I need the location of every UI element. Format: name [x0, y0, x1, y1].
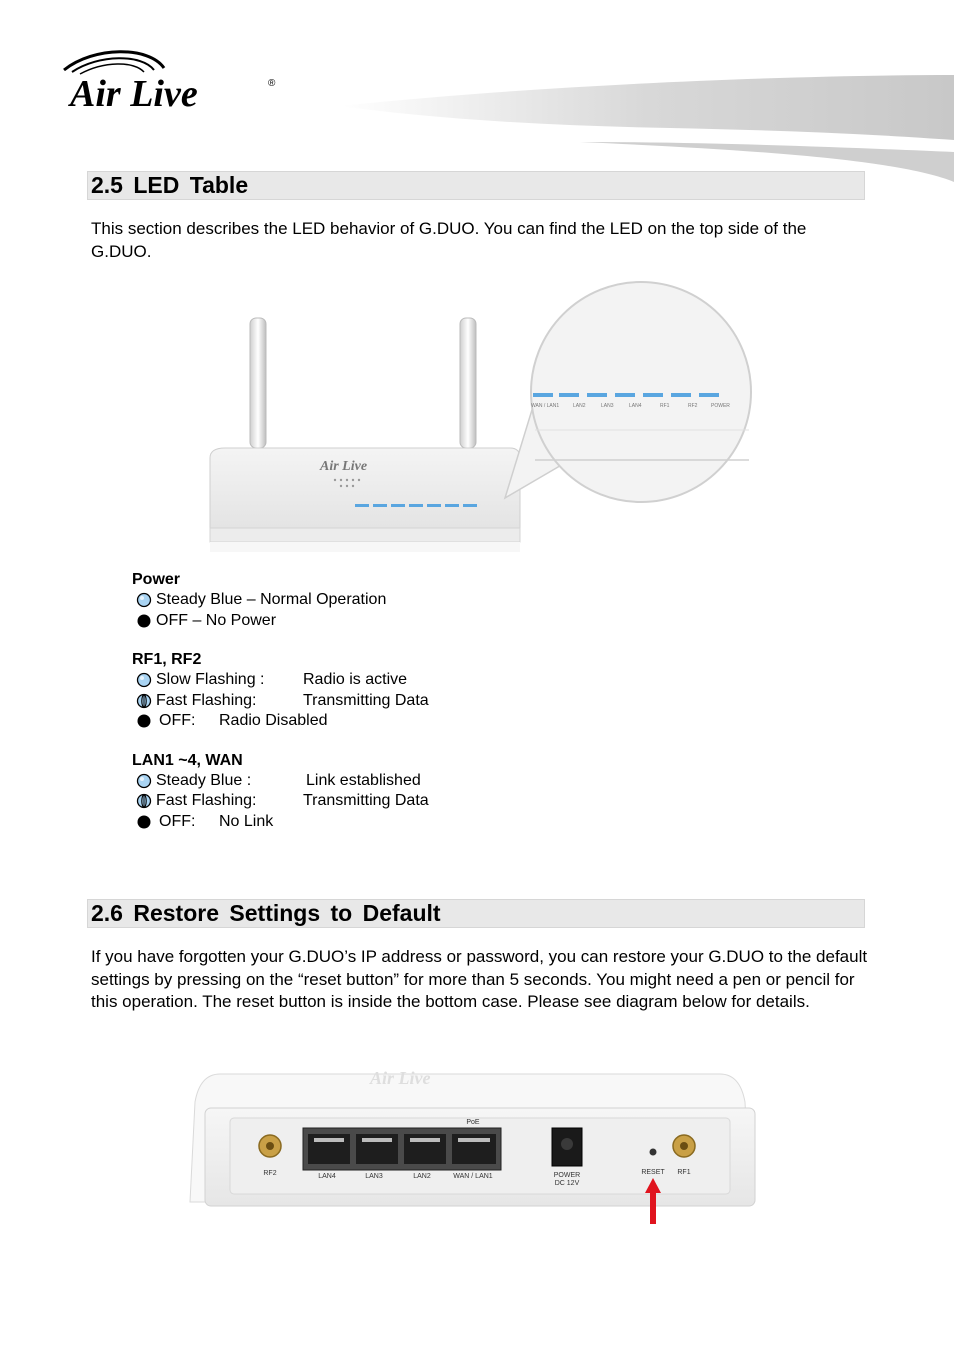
- led-row: [132, 791, 592, 812]
- led-description: Radio Disabled: [219, 712, 328, 730]
- steady-blue-led-icon: [136, 773, 152, 789]
- port-label-dc12v: DC 12V: [554, 1180, 580, 1187]
- zoom-led-label: RF1: [660, 403, 670, 409]
- led-group-title: LAN1 ~4, WAN: [132, 751, 243, 769]
- port-label-lan2: LAN2: [413, 1173, 431, 1180]
- led-state: OFF:: [159, 712, 196, 730]
- off-led-icon: [136, 713, 152, 729]
- led-description: Transmitting Data: [303, 792, 429, 810]
- port-label-reset: RESET: [641, 1169, 665, 1176]
- led-group-title: RF1, RF2: [132, 651, 202, 668]
- zoom-led-label: LAN4: [629, 403, 642, 409]
- port-label-power: POWER: [553, 1172, 581, 1179]
- zoom-led-label: POWER: [711, 403, 730, 409]
- off-led-icon: [136, 613, 152, 629]
- restore-paragraph: If you have forgotten your G.DUO’s IP address or password, you can restore your G.DUO to the default settings by pressing on the “reset button” for more than 5 seconds. You might need a pen or pencil for this operation. The reset button is inside the bottom case. Please see diagram below for details.: [91, 947, 868, 1011]
- led-group-power: [132, 570, 592, 631]
- led-row: [132, 711, 592, 732]
- svg-text:Air Live: Air Live: [370, 1068, 431, 1088]
- led-row: [132, 611, 592, 632]
- section-heading-led-table: [87, 171, 865, 200]
- led-group-title: Power: [132, 571, 181, 588]
- zoom-led-label: LAN2: [573, 403, 586, 409]
- flashing-led-icon: [136, 793, 152, 809]
- led-intro-paragraph: This section describes the LED behavior of G.DUO. You can find the LED on the top side of the G.DUO.: [91, 219, 807, 261]
- led-description: Link established: [306, 771, 421, 789]
- led-group-rf: [132, 650, 592, 732]
- led-row: [132, 812, 592, 833]
- zoom-led-label: LAN3: [601, 403, 614, 409]
- port-label-rf2: RF2: [263, 1170, 277, 1177]
- zoom-led-label: RF2: [688, 403, 698, 409]
- port-label-rf1: RF1: [677, 1169, 691, 1176]
- zoom-led-label: WAN / LAN1: [531, 403, 560, 409]
- steady-blue-led-icon: [136, 592, 152, 608]
- port-label-lan3: LAN3: [365, 1173, 383, 1180]
- led-state: OFF:: [159, 812, 196, 830]
- led-legend: [132, 570, 592, 851]
- led-group-lan-wan: [132, 751, 592, 833]
- led-description: Transmitting Data: [303, 691, 429, 709]
- poe-label: PoE: [466, 1119, 480, 1126]
- port-label-wan-lan1: WAN / LAN1: [453, 1173, 493, 1180]
- led-row: [132, 590, 592, 611]
- led-state: Slow Flashing :: [156, 671, 265, 689]
- led-row: [132, 771, 592, 792]
- led-description: Radio is active: [303, 671, 408, 689]
- led-state: Steady Blue :: [156, 771, 252, 789]
- led-state: Steady Blue – Normal Operation: [156, 591, 387, 609]
- logo-text: Air Live: [70, 73, 198, 114]
- led-row: [132, 691, 592, 712]
- svg-text:Air Live: Air Live: [320, 459, 368, 474]
- router-front-image: [205, 280, 765, 560]
- off-led-icon: [136, 814, 152, 830]
- section-heading-restore: [87, 899, 865, 928]
- port-label-lan4: LAN4: [318, 1173, 336, 1180]
- flashing-led-icon: [136, 693, 152, 709]
- led-state: OFF – No Power: [156, 611, 277, 629]
- section-title-led-table: 2.5 LED Table: [91, 172, 249, 198]
- airlive-logo: [54, 48, 284, 114]
- led-state: Fast Flashing:: [156, 792, 257, 810]
- registered-mark: ®: [268, 78, 276, 89]
- led-description: No Link: [219, 812, 274, 830]
- section-title-restore: 2.6 Restore Settings to Default: [91, 900, 441, 926]
- led-row: [132, 670, 592, 691]
- steady-blue-led-icon: [136, 672, 152, 688]
- led-state: Fast Flashing:: [156, 691, 257, 709]
- router-back-panel-image: [160, 1062, 772, 1232]
